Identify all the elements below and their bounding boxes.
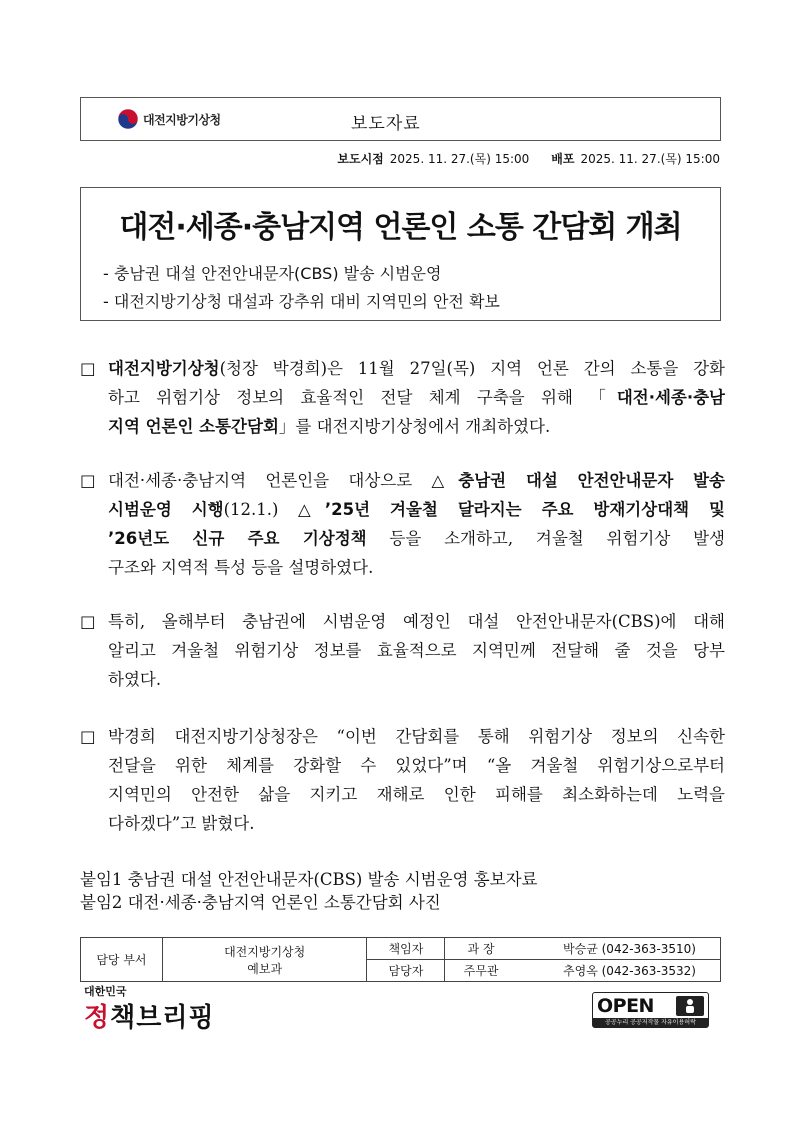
- contact-name-cell: 추영옥 (042-363-3532): [517, 960, 721, 982]
- paragraph-line: 하였다.: [108, 670, 162, 689]
- table-row: [81, 938, 721, 960]
- bullet-box-icon: □: [80, 471, 96, 490]
- paragraph-3: [80, 607, 725, 694]
- header-box: [80, 97, 721, 141]
- role-cell: 책임자: [367, 938, 445, 960]
- attachment-1: 붙임1 충남권 대설 안전안내문자(CBS) 발송 시범운영 홍보자료: [80, 870, 538, 889]
- paragraph-line: 대전지방기상청(청장 박경희)은 11월 27일(목) 지역 언론 간의 소통을 강화: [108, 359, 725, 378]
- paragraph-line: 특히, 올해부터 충남권에 시범운영 예정인 대설 안전안내문자(CBS)에 대해: [108, 612, 725, 631]
- paragraph-line: 대전·세종·충남지역 언론인을 대상으로 △충남권 대설 안전안내문자 발송: [108, 471, 725, 490]
- open-text: OPEN: [597, 995, 654, 1017]
- paragraph-line: 구조와 지역적 특성 등을 설명하였다.: [108, 558, 374, 577]
- paragraph-line: 하고 위험기상 정보의 효율적인 전달 체계 구축을 위해 「대전·세종·충남: [108, 388, 725, 407]
- paragraph-1: [80, 354, 725, 441]
- position-cell: 과 장: [445, 938, 517, 960]
- contact-name-cell: 박승균 (042-363-3510): [517, 938, 721, 960]
- paragraph-2: [80, 466, 725, 582]
- distribution-label: 배포: [551, 152, 575, 166]
- agency-logo: [117, 108, 221, 130]
- subtitle-1: - 충남권 대설 안전안내문자(CBS) 발송 시범운영: [103, 264, 442, 283]
- paragraph-line: 전달을 위한 체계를 강화할 수 있었다”며 “올 겨울철 위험기상으로부터: [108, 756, 725, 775]
- title-box: [80, 187, 721, 321]
- paragraph-line: 시범운영 시행(12.1.) △’25년 겨울철 달라지는 주요 방재기상대책 및: [108, 500, 725, 519]
- paragraph-line: 박경희 대전지방기상청장은 “이번 간담회를 통해 위험기상 정보의 신속한: [108, 727, 725, 746]
- report-time-value: 2025. 11. 27.(목) 15:00: [389, 152, 530, 166]
- page-title: 대전·세종·충남지역 언론인 소통 간담회 개최: [119, 210, 682, 245]
- distribution-value: 2025. 11. 27.(목) 15:00: [580, 152, 720, 166]
- open-sub-text: 공공누리 공공저작물 자유이용허락: [593, 1018, 708, 1027]
- bullet-box-icon: □: [80, 359, 96, 378]
- taegeuk-logo-icon: [117, 108, 139, 130]
- kogl-open-badge: [592, 992, 709, 1028]
- attachment-2: 붙임2 대전·세종·충남지역 언론인 소통간담회 사진: [80, 893, 441, 912]
- position-cell: 주무관: [445, 960, 517, 982]
- paragraph-line: 다하겠다”고 밝혔다.: [108, 814, 255, 833]
- paragraph-line: 지역 언론인 소통간담회」를 대전지방기상청에서 개최하였다.: [108, 417, 551, 436]
- paragraph-line: 알리고 겨울철 위험기상 정보를 효율적으로 지역민께 전달해 줄 것을 당부: [108, 641, 725, 660]
- paragraph-line: 지역민의 안전한 삶을 지키고 재해로 인한 피해를 최소화하는데 노력을: [108, 785, 725, 804]
- briefing-big-text: 정책브리핑: [84, 1003, 215, 1033]
- paragraph-line: ’26년도 신규 주요 기상정책 등을 소개하고, 겨울철 위험기상 발생: [108, 529, 725, 548]
- report-time-label: 보도시점: [337, 152, 384, 166]
- paragraph-4: [80, 722, 725, 838]
- briefing-small-text: 대한민국: [84, 985, 127, 998]
- agency-name: 대전지방기상청: [143, 112, 221, 127]
- dept-name: 대전지방기상청 예보과: [162, 938, 367, 982]
- release-info: [337, 150, 720, 167]
- bullet-box-icon: □: [80, 727, 96, 746]
- role-cell: 담당자: [367, 960, 445, 982]
- subtitle-2: - 대전지방기상청 대설과 강추위 대비 지역민의 안전 확보: [103, 292, 500, 311]
- dept-label: 담당 부서: [81, 938, 163, 982]
- contact-table: [80, 937, 721, 982]
- bullet-box-icon: □: [80, 612, 96, 631]
- attribution-person-icon: [676, 996, 704, 1016]
- doc-type-label: 보도자료: [351, 114, 421, 134]
- policy-briefing-logo: [84, 983, 215, 1034]
